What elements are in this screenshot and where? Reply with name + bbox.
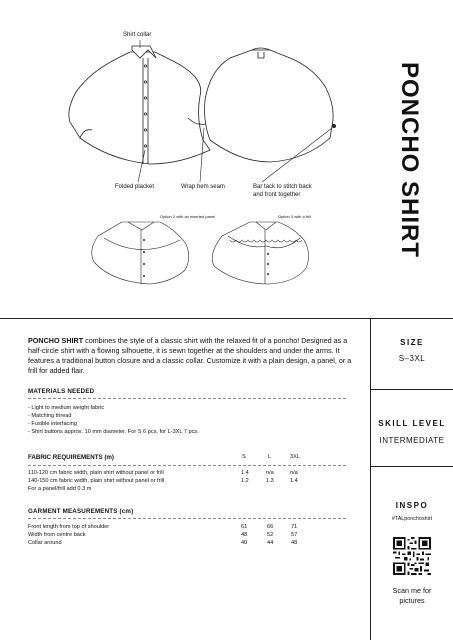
scan-text-2: pictures — [399, 596, 425, 605]
garment-divider — [28, 518, 346, 519]
option2-drawing — [92, 222, 189, 284]
skill-value: INTERMEDIATE — [379, 436, 445, 445]
table-row: Width from centre back 48 52 57 — [28, 532, 298, 538]
label-option3: Option 3 with a frill — [278, 214, 311, 219]
col-s: S — [242, 454, 246, 460]
table-row: 110-120 cm fabric width, plain shirt without panel or frill 1.4 n/a n/a — [28, 470, 298, 476]
label-option2: Option 2 with an inserted panel — [160, 214, 216, 219]
garment-heading: GARMENT MEASUREMENTS (cm) — [28, 508, 134, 515]
label-wrap-hem: Wrap hem seam — [181, 184, 225, 190]
technical-illustrations — [0, 0, 370, 318]
col-3xl: 3XL — [290, 454, 300, 460]
fabric-heading: FABRIC REQUIREMENTS (m) — [28, 454, 114, 461]
col-l: L — [268, 454, 272, 460]
hashtag: #TALponchoshirt — [391, 516, 433, 522]
inspo-heading: INSPO — [395, 501, 429, 510]
label-shirt-collar: Shirt collar — [123, 32, 152, 38]
table-row: Front length from top of shoulder 61 66 71 — [28, 524, 298, 530]
size-value: S–3XL — [398, 354, 426, 363]
materials-divider — [28, 398, 346, 399]
option3-drawing — [212, 222, 308, 284]
fabric-divider — [28, 465, 346, 466]
size-heading: SIZE — [400, 338, 424, 347]
label-folded-placket: Folded placket — [115, 184, 155, 190]
scan-text-1: Scan me for — [392, 586, 432, 595]
front-view-drawing — [69, 46, 210, 164]
skill-heading: SKILL LEVEL — [378, 419, 446, 428]
label-bar-tack-1: Bar tack to stitch back — [253, 184, 312, 190]
sidebar-divider-1 — [371, 389, 453, 390]
materials-item: - Light to medium weight fabric — [28, 405, 105, 411]
qr-code[interactable] — [393, 537, 431, 575]
sidebar-divider-2 — [371, 466, 453, 467]
materials-item: - Shirt buttons approx. 10 mm diameter. For S 6 pcs, for L-3XL 7 pcs. — [28, 429, 199, 435]
materials-item: - Fusible interfacing — [28, 421, 77, 427]
fabric-header-row — [28, 454, 346, 462]
table-row: Collar around 40 44 48 — [28, 540, 298, 546]
label-bar-tack-2: and front together — [253, 192, 301, 198]
table-row: For a panel/frill add 0.3 m — [28, 486, 92, 492]
back-view-drawing — [205, 48, 336, 162]
section-divider — [0, 318, 453, 319]
page-title: PONCHO SHIRT — [396, 61, 423, 259]
materials-heading: MATERIALS NEEDED — [28, 388, 95, 395]
materials-item: - Matching thread — [28, 413, 72, 419]
table-row: 140-150 cm fabric width, plain shirt without panel or frill 1.2 1.3 1.4 — [28, 478, 298, 484]
intro-paragraph: PONCHO SHIRT combines the style of a classic shirt with the relaxed fit of a poncho! Designed as a half-circle shirt with a flowing silhouette, it is sewn together at the shoulders and under the arms. It features a traditional button closure and a classic collar. Customize it with a plain design, a panel, or a frill for added flair. — [28, 336, 352, 375]
